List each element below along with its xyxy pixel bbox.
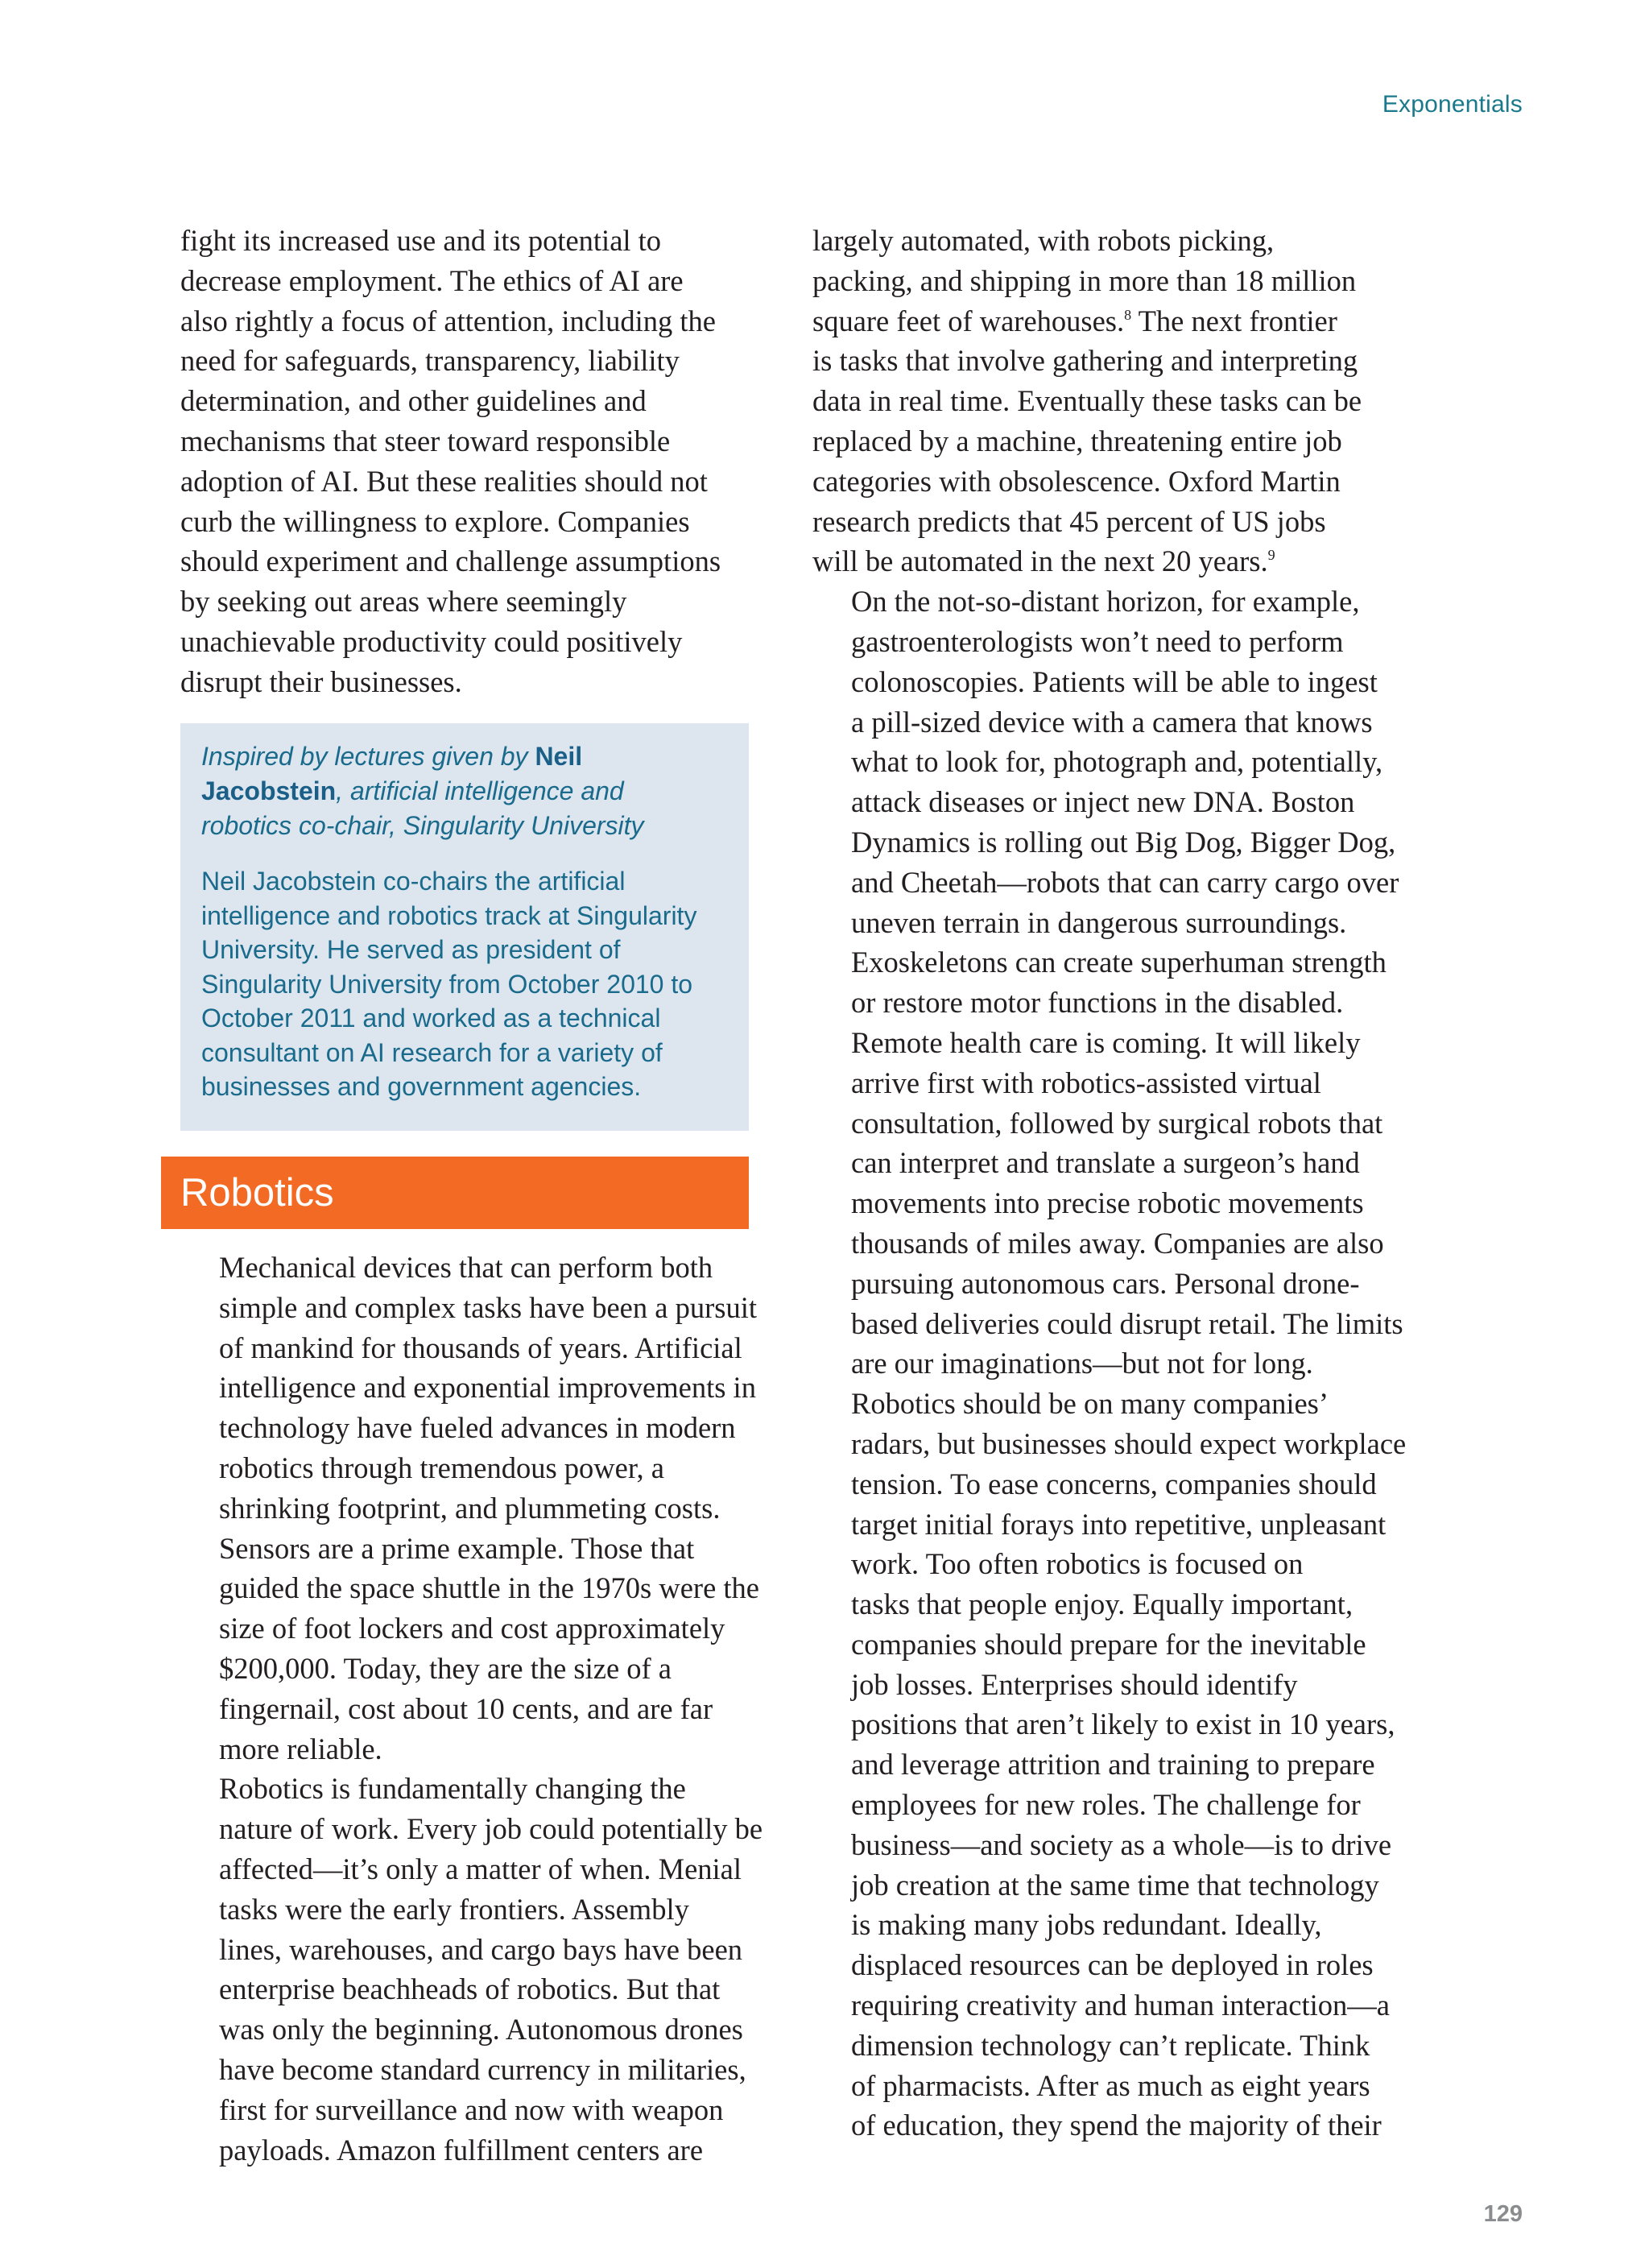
text-line: consultant on AI research for a variety of	[201, 1037, 663, 1067]
text-line: tasks were the early frontiers. Assembly	[219, 1892, 689, 1926]
right-paragraph-1	[812, 221, 1386, 581]
text-line: guided the space shuttle in the 1970s were the	[219, 1571, 760, 1605]
sidebar-title	[201, 739, 728, 843]
sidebar-name-first: Neil	[535, 742, 583, 771]
body-line: packing, and shipping in more than 18 million	[812, 263, 1357, 297]
text-line: also rightly a focus of attention, including the	[180, 304, 716, 337]
text-line: businesses and government agencies.	[201, 1072, 642, 1101]
text-line: determination, and other guidelines and	[180, 384, 647, 418]
text-line: target initial forays into repetitive, unpleasant	[851, 1507, 1387, 1541]
text-line: fight its increased use and its potential to	[180, 224, 662, 257]
text-line: can interpret and translate a surgeon’s hand	[851, 1146, 1360, 1180]
text-line: need for safeguards, transparency, liability	[180, 344, 680, 378]
text-line: tasks that people enjoy. Equally important,	[851, 1587, 1354, 1621]
text-line: should experiment and challenge assumptions	[180, 544, 721, 578]
text-line: payloads. Amazon fulfillment centers are	[219, 2133, 704, 2167]
left-column-top	[180, 221, 749, 702]
text-line: Robotics should be on many companies’	[851, 1387, 1329, 1421]
text-line: movements into precise robotic movements	[851, 1186, 1364, 1220]
body-line: research predicts that 45 percent of US jobs	[812, 504, 1326, 538]
intro-paragraph	[180, 221, 749, 702]
text-line: fingernail, cost about 10 cents, and are far	[219, 1691, 713, 1725]
body-line: replaced by a machine, threatening entire job	[812, 424, 1342, 457]
text-line: size of foot lockers and cost approximately	[219, 1612, 725, 1645]
text-line: job losses. Enterprises should identify	[851, 1667, 1298, 1701]
right-paragraph-2	[812, 581, 1403, 1384]
text-line: are our imaginations—but not for long.	[851, 1347, 1313, 1380]
robotics-paragraph-2	[180, 1769, 763, 2170]
text-line: pursuing autonomous cars. Personal drone-	[851, 1266, 1360, 1300]
text-line: positions that aren’t likely to exist in 10 years,	[851, 1707, 1395, 1741]
body-line: data in real time. Eventually these tasks can be	[812, 384, 1362, 418]
text-line: technology have fueled advances in modern	[219, 1411, 736, 1445]
text-line: arrive first with robotics-assisted virtual	[851, 1066, 1321, 1099]
text-line: enterprise beachheads of robotics. But that	[219, 1972, 721, 2006]
body-line: largely automated, with robots picking,	[812, 224, 1275, 257]
text-line: affected—it’s only a matter of when. Menial	[219, 1852, 742, 1885]
text-line: companies should prepare for the inevitable	[851, 1627, 1366, 1661]
sidebar-title-lead: Inspired by lectures given by	[201, 742, 535, 771]
text-line: unachievable productivity could positively	[180, 624, 683, 658]
text-line: intelligence and robotics track at Singularity	[201, 900, 697, 930]
text-line: have become standard currency in militaries,	[219, 2052, 746, 2086]
sidebar-name-last: Jacobstein	[201, 776, 337, 805]
body-line: categories with obsolescence. Oxford Martin	[812, 464, 1341, 498]
text-line: Remote health care is coming. It will likely	[851, 1025, 1361, 1059]
text-line: University. He served as president of	[201, 935, 621, 964]
text-line: $200,000. Today, they are the size of a	[219, 1651, 672, 1685]
text-line: by seeking out areas where seemingly	[180, 585, 627, 619]
text-line: business—and society as a whole—is to drive	[851, 1827, 1392, 1861]
text-line: decrease employment. The ethics of AI are	[180, 263, 684, 297]
text-line: Neil Jacobstein co-chairs the artificial	[201, 867, 626, 896]
text-line: mechanisms that steer toward responsible	[180, 424, 671, 457]
text-line: On the not-so-distant horizon, for example,	[851, 585, 1360, 619]
text-line: Exoskeletons can create superhuman strength	[851, 946, 1387, 979]
body-line: is tasks that involve gathering and interpreting	[812, 344, 1358, 378]
text-line: curb the willingness to explore. Companies	[180, 504, 690, 538]
text-line: October 2011 and worked as a technical	[201, 1004, 661, 1033]
text-line: Mechanical devices that can perform both	[219, 1251, 713, 1284]
text-line: and leverage attrition and training to prepare	[851, 1748, 1375, 1782]
text-line: intelligence and exponential improvements in	[219, 1371, 756, 1405]
text-line: of education, they spend the majority of their	[851, 2109, 1382, 2142]
sidebar-callout	[180, 723, 749, 1131]
text-line: Robotics is fundamentally changing the	[219, 1772, 686, 1806]
body-line: will be automated in the next 20 years.$^9$	[812, 544, 1275, 578]
left-column-bottom	[180, 1248, 763, 2170]
text-line: displaced resources can be deployed in roles	[851, 1948, 1374, 1982]
body-line: square feet of warehouses.$^8$ The next frontier	[812, 304, 1337, 337]
text-line: tension. To ease concerns, companies should	[851, 1467, 1377, 1500]
text-line: consultation, followed by surgical robots that	[851, 1106, 1383, 1140]
text-line: lines, warehouses, and cargo bays have been	[219, 1932, 743, 1966]
text-line: or restore motor functions in the disabled.	[851, 986, 1344, 1020]
text-line: based deliveries could disrupt retail. The limits	[851, 1306, 1403, 1340]
robotics-paragraph-1	[180, 1248, 760, 1769]
text-line: nature of work. Every job could potentially be	[219, 1812, 763, 1846]
text-line: attack diseases or inject new DNA. Boston	[851, 785, 1355, 819]
text-line: radars, but businesses should expect workplace	[851, 1426, 1407, 1460]
text-line: dimension technology can’t replicate. Think	[851, 2028, 1370, 2062]
text-line: adoption of AI. But these realities should not	[180, 464, 708, 498]
text-line: robotics through tremendous power, a	[219, 1451, 665, 1484]
text-line: first for surveillance and now with weapon	[219, 2092, 724, 2126]
footnote-ref-9: 9	[1267, 547, 1275, 564]
text-line: simple and complex tasks have been a pursuit	[219, 1290, 757, 1324]
text-line: what to look for, photograph and, potentially,	[851, 745, 1383, 779]
text-line: work. Too often robotics is focused on	[851, 1547, 1304, 1581]
sidebar-body	[201, 864, 728, 1104]
text-line: Singularity University from October 2010 to	[201, 969, 693, 999]
section-header-robotics: Robotics	[161, 1157, 749, 1229]
text-line: gastroenterologists won’t need to perform	[851, 624, 1344, 658]
text-line: and Cheetah—robots that can carry cargo over	[851, 865, 1399, 899]
footnote-ref-8: 8	[1124, 306, 1132, 323]
right-column	[812, 221, 1407, 2146]
text-line: more reliable.	[219, 1732, 382, 1765]
text-line: is making many jobs redundant. Ideally,	[851, 1908, 1322, 1942]
running-head: Exponentials	[1382, 91, 1523, 118]
text-line: job creation at the same time that technology	[851, 1868, 1379, 1902]
sidebar-title-line3: robotics co-chair, Singularity University	[201, 811, 644, 840]
text-line: disrupt their businesses.	[180, 664, 462, 698]
text-line: of pharmacists. After as much as eight years	[851, 2068, 1370, 2102]
text-line: requiring creativity and human interaction—a	[851, 1989, 1390, 2022]
right-paragraph-3	[812, 1384, 1407, 2146]
text-line: of mankind for thousands of years. Artificial	[219, 1331, 742, 1364]
text-line: uneven terrain in dangerous surroundings.	[851, 905, 1347, 939]
text-line: Sensors are a prime example. Those that	[219, 1531, 695, 1565]
text-line: was only the beginning. Autonomous drones	[219, 2013, 743, 2047]
text-line: Dynamics is rolling out Big Dog, Bigger Dog,	[851, 825, 1396, 859]
text-line: employees for new roles. The challenge for	[851, 1788, 1361, 1822]
text-line: thousands of miles away. Companies are also	[851, 1226, 1384, 1260]
text-line: shrinking footprint, and plummeting costs.	[219, 1491, 721, 1525]
text-line: a pill-sized device with a camera that knows	[851, 705, 1373, 739]
sidebar-title-tail: , artificial intelligence and	[336, 776, 624, 805]
page-number: 129	[1483, 2201, 1523, 2227]
text-line: colonoscopies. Patients will be able to ingest	[851, 664, 1378, 698]
